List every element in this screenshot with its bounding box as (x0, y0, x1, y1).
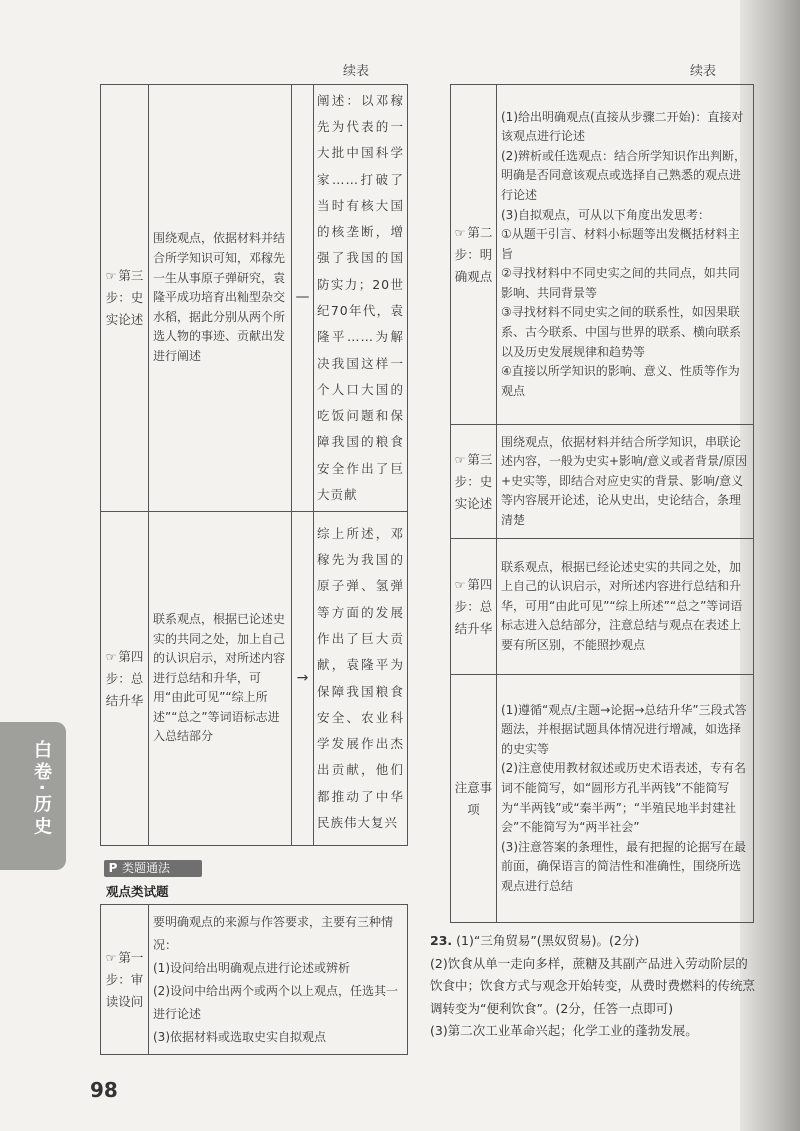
step1-line: (3)依据材料或选取史实自拟观点 (153, 1029, 326, 1044)
section-badge (104, 860, 202, 877)
step4-arrow: → (292, 512, 314, 846)
step4-material: 综上所述，邓稼先为我国的原子弹、氢弹等方面的发展作出了巨大贡献，袁隆平为保障我国粮食安全、农业科学发展作出杰出贡献，他们都推动了中华民族伟大复兴 (314, 512, 408, 846)
question-number: 23. (430, 933, 453, 948)
hand-pointer-icon: ☞ (454, 225, 466, 240)
r-step4-label: 第四步：总结升华 (454, 576, 493, 636)
bottom-table (100, 904, 408, 1055)
step4-content: 联系观点，根据已论述史实的共同之处，加上自己的认识启示，对所述内容进行总结和升华，可用“由此可见”“综上所述”“总之”等词语标志进入总结部分 (149, 512, 292, 846)
hand-pointer-icon: ☞ (105, 649, 117, 664)
step3-label-cell (101, 85, 149, 512)
answer-line: (3)第二次工业革命兴起；化学工业的蓬勃发展。 (430, 1023, 698, 1038)
r-step3-label: 第三步：史实论述 (454, 451, 493, 511)
r-notes-label: 注意事项 (454, 779, 493, 817)
section-badge-text: 类题通法 (122, 861, 171, 875)
step1-line: (1)设问给出明确观点进行论述或辨析 (153, 960, 350, 975)
step4-label-cell (101, 512, 149, 846)
r-step4-label-cell (451, 539, 497, 675)
left-header: 续表 (343, 64, 370, 79)
r-step2-label-cell (451, 85, 497, 425)
step1-content (149, 905, 408, 1055)
hand-pointer-icon: ☞ (454, 452, 466, 467)
step3-material: 阐述：以邓稼先为代表的一大批中国科学家……打破了当时有核大国的核垄断，增强了我国的国防实力；20世纪70年代，袁隆平……为解决我国这样一个人口大国的吃饭问题和保障我国的粮食安全作出了巨大贡献 (314, 85, 408, 512)
answer-line-1 (430, 930, 755, 953)
r-step3-label-cell (451, 425, 497, 539)
r-notes-line: (2)注意使用教材叙述或历史术语表述，专有名词不能简写，如“圆形方孔半两钱”不能简写为“半两钱”或“秦半两”；“半殖民地半封建社会”不能简写为“两半社会” (501, 761, 746, 835)
answer-line: (2)饮食从单一走向多样，蔗糖及其副产品进入劳动阶层的饮食中；饮食方式与观念开始转变，从费时费燃料的传统烹调转变为“便利饮食”。(2分，任答一点即可) (430, 955, 756, 1016)
answers (430, 930, 755, 1043)
left-table (100, 84, 408, 846)
r-step2-label: 第二步：明确观点 (454, 224, 493, 284)
r-step2-line: ④直接以所学知识的影响、意义、性质等作为观点 (501, 364, 740, 398)
step1-line: 要明确观点的来源与作答要求，主要有三种情况： (153, 914, 394, 952)
step1-label: 第一步：审读设问 (105, 949, 144, 1009)
step4-label: 第四步：总结升华 (105, 648, 144, 708)
r-step2-line: ②寻找材料中不同史实之间的共同点，如共同影响、共同背景等 (501, 266, 740, 300)
side-tab-label: 白卷·历史 (31, 740, 52, 839)
r-step3-content: 围绕观点，依据材料并结合所学知识，串联论述内容，一般为史实+影响/意义或者背景/原因+史实等，即结合对应史实的背景、影响/意义等内容展开论述，论从史出，史论结合，条理清楚 (497, 425, 754, 539)
r-step2-content (497, 85, 754, 425)
subtitle: 观点类试题 (106, 884, 169, 899)
right-table (450, 84, 754, 923)
answer-line: (1)“三角贸易”(黑奴贸易)。(2分) (456, 933, 640, 948)
r-step2-line: (2)辨析或任选观点：结合所学知识作出判断，明确是否同意该观点或选择自己熟悉的观点进行论述 (501, 148, 746, 202)
r-notes-line: (1)遵循“观点/主题→论据→总结升华”三段式答题法，并根据试题具体情况进行增减，如选择的史实等 (501, 702, 747, 756)
r-step2-line: ①从题干引言、材料小标题等出发概括材料主旨 (501, 227, 740, 261)
key-icon: P (108, 861, 118, 875)
step3-arrow: — (292, 85, 314, 512)
hand-pointer-icon: ☞ (105, 950, 117, 965)
hand-pointer-icon: ☞ (454, 577, 466, 592)
page-number: 98 (90, 1078, 118, 1102)
side-tab (0, 722, 66, 870)
r-step2-line: (3)自拟观点，可从以下角度出发思考： (501, 207, 710, 222)
r-notes-content (497, 675, 754, 923)
r-notes-line: (3)注意答案的条理性，最有把握的论据写在最前面，确保语言的简洁性和准确性，围绕所选观点进行总结 (501, 839, 746, 893)
r-notes-label-cell (451, 675, 497, 923)
step3-label: 第三步：史实论述 (105, 268, 144, 327)
r-step2-line: ③寻找材料不同史实之间的联系性，如因果联系、古今联系、中国与世界的联系、横向联系以及历史发展规律和趋势等 (501, 305, 742, 359)
r-step4-content: 联系观点，根据已经论述史实的共同之处，加上自己的认识启示，对所述内容进行总结和升华，可用“由此可见”“综上所述”“总之”等词语标志进入总结部分，注意总结与观点在表述上要有所区别，不能照抄观点 (497, 539, 754, 675)
r-step2-line: (1)给出明确观点(直接从步骤二开始)：直接对该观点进行论述 (501, 109, 744, 144)
step3-content: 围绕观点，依据材料并结合所学知识可知，邓稼先一生从事原子弹研究，袁隆平成功培育出籼型杂交水稻，据此分别从两个所选人物的事迹、贡献出发进行阐述 (149, 85, 292, 512)
step1-line: (2)设问中给出两个或两个以上观点，任选其一进行论述 (153, 983, 398, 1021)
step1-label-cell (101, 905, 149, 1055)
right-header: 续表 (690, 64, 717, 79)
hand-pointer-icon: ☞ (105, 269, 117, 283)
